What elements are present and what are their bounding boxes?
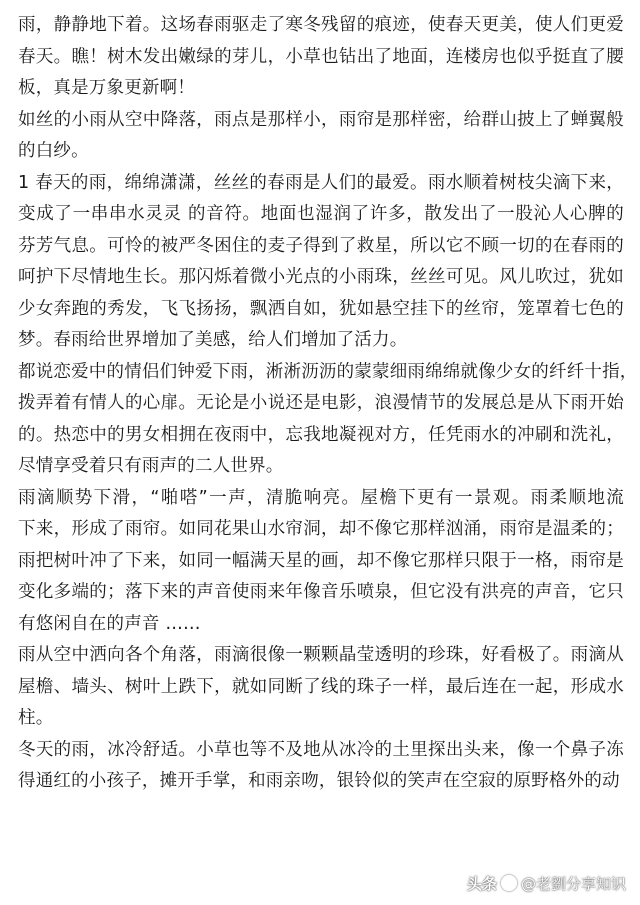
paragraph (18, 168, 624, 357)
text-line: 尽情享受着只有雨声的二人世界。 (18, 456, 284, 476)
text-line: 柱。 (18, 708, 54, 728)
text-line: 呵护下尽情地生长。那闪烁着微小光点的小雨珠，丝丝可见。风儿吹过，犹如 (18, 267, 624, 287)
text-line: 板，真是万象更新啊！ (18, 78, 195, 98)
text-line: 雨从空中洒向各个角落，雨滴很像一颗颗晶莹透明的珍珠，好看极了。雨滴从 (18, 645, 624, 665)
text-line: 都说恋爱中的情侣们钟爱下雨，淅淅沥沥的蒙蒙细雨绵绵就像少女的纤纤十指， (18, 361, 638, 382)
text-line: 得通红的小孩子，摊开手掌，和雨亲吻，银铃似的笑声在空寂的原野格外的动 (18, 771, 620, 791)
text-line: 变成了一串串水灵灵 的音符。地面也湿润了许多，散发出了一股沁人心脾的 (18, 204, 624, 224)
watermark-author: @老劉分享知识 (520, 874, 626, 893)
text-line: 梦。春雨给世界增加了美感，给人们增加了活力。 (18, 330, 408, 350)
text-line: 少女奔跑的秀发，飞飞扬扬，飘洒自如，犹如悬空挂下的丝帘，笼罩着七色的 (18, 298, 624, 319)
paragraph (18, 735, 624, 798)
text-line: 1 春天的雨，绵绵潇潇，丝丝的春雨是人们的最爱。雨水顺着树枝尖滴下来， (18, 172, 624, 193)
text-line: 雨滴顺势下滑，“啪嗒”一声，清脆响亮。屋檐下更有一景观。雨柔顺地流 (18, 487, 624, 508)
text-line: 冬天的雨，冰冷舒适。小草也等不及地从冰冷的土里探出头来，像一个鼻子冻 (18, 739, 624, 760)
text-line: 雨把树叶冲了下来，如同一幅满天星的画，却不像它那样只限于一格，雨帘是 (18, 550, 624, 571)
text-line: 的白纱。 (18, 141, 89, 161)
article-body (18, 10, 638, 798)
paragraph (18, 640, 624, 735)
paragraph (18, 483, 624, 641)
toutiao-logo-icon (501, 875, 517, 891)
watermark (467, 869, 626, 897)
text-line: 下来，形成了雨帘。如同花果山水帘洞，却不像它那样汹涌，雨帘是温柔的； (18, 519, 624, 539)
text-line: 雨，静静地下着。这场春雨驱走了寒冬残留的痕迹，使春天更美，使人们更爱 (18, 15, 624, 35)
paragraph (18, 357, 638, 483)
text-line: 的。热恋中的男女相拥在夜雨中，忘我地凝视对方，任凭雨水的冲刷和洗礼， (18, 424, 624, 445)
text-line: 芬芳气息。可怜的被严冬困住的麦子得到了救星，所以它不顾一切的在春雨的 (18, 235, 624, 256)
paragraph (18, 10, 624, 105)
text-line: 有悠闲自在的声音 …… (18, 613, 201, 634)
watermark-brand: 头条 (466, 874, 497, 893)
paragraph (18, 105, 624, 168)
text-line: 屋檐、墙头、树叶上跌下，就如同断了线的珠子一样，最后连在一起，形成水 (18, 676, 624, 697)
text-line: 变化多端的；落下来的声音使雨来年像音乐喷泉，但它没有洪亮的声音，它只 (18, 582, 624, 602)
text-line: 如丝的小雨从空中降落，雨点是那样小，雨帘是那样密，给群山披上了蝉翼般 (18, 109, 624, 130)
text-line: 春天。瞧！树木发出嫩绿的芽儿，小草也钻出了地面，连楼房也似乎挺直了腰 (18, 46, 624, 67)
text-line: 拨弄着有情人的心扉。无论是小说还是电影，浪漫情节的发展总是从下雨开始 (18, 393, 624, 413)
